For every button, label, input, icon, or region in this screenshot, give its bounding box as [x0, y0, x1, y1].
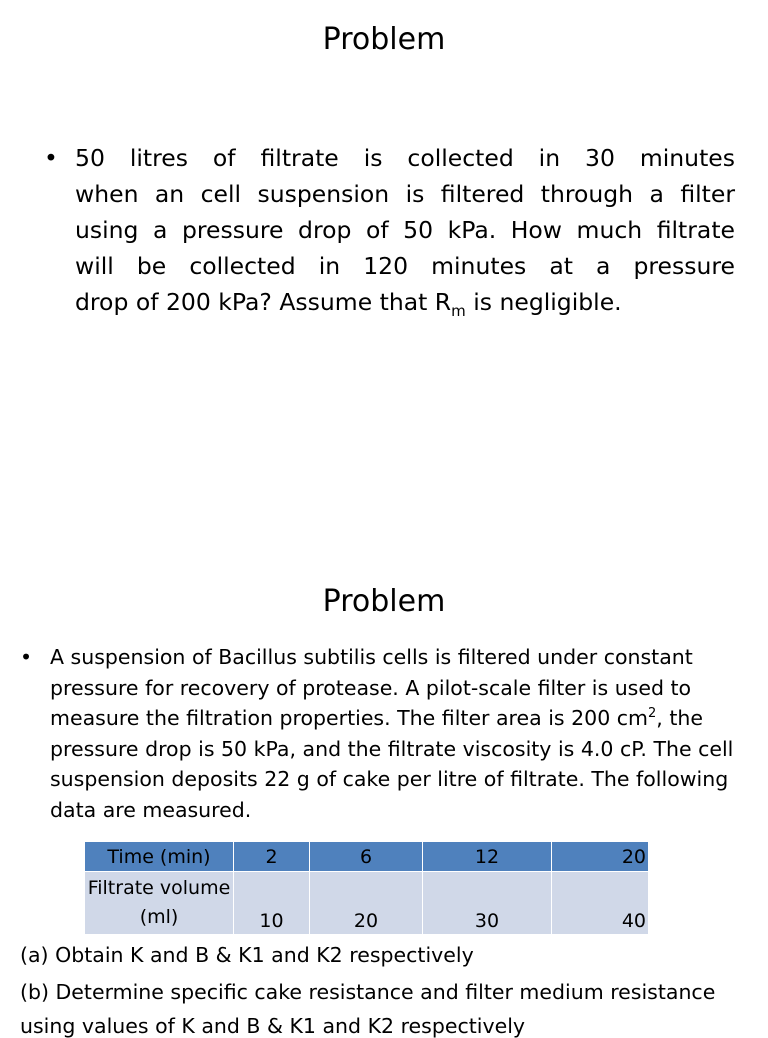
table-header-cell: 20 — [552, 842, 649, 872]
table-cell: 40 — [552, 872, 649, 935]
problem1-text-before-subscript: drop of 200 kPa? Assume that R — [75, 288, 452, 316]
problem1-last-line — [75, 284, 735, 320]
question-b: (b) Determine specific cake resistance and filter medium resistance — [20, 980, 716, 1004]
problem2-line: pressure drop is 50 kPa, and the filtrate viscosity is 4.0 cP. The cell — [50, 736, 734, 761]
problem2-line: data are measured. — [50, 797, 252, 822]
table-header-cell: 2 — [234, 842, 310, 872]
table-header-cell: 12 — [423, 842, 552, 872]
row-label-line2: (ml) — [139, 906, 179, 928]
table-row-label — [85, 872, 234, 935]
subscript-m: m — [451, 302, 466, 320]
problem2-line: A suspension of Bacillus subtilis cells is filtered under constant — [50, 645, 693, 669]
table-header-cell: 6 — [310, 842, 423, 872]
superscript-2: 2 — [648, 706, 657, 721]
problem1-text-after-subscript: is negligible. — [465, 288, 622, 316]
table-header-cell: Time (min) — [85, 842, 234, 872]
problem2-text-after-superscript: , the — [656, 706, 703, 730]
problem1-line: using a pressure drop of 50 kPa. How much filtrate — [75, 216, 735, 244]
table-header-row — [85, 842, 649, 872]
bullet-marker: • — [20, 645, 33, 669]
slide2-title: Problem — [322, 584, 446, 619]
table-cell: 30 — [423, 872, 552, 935]
bullet-marker: • — [44, 144, 58, 172]
table-cell: 20 — [310, 872, 423, 935]
table-row — [85, 872, 649, 935]
slide2-problem-text — [50, 642, 740, 825]
problem2-line: pressure for recovery of protease. A pilot-scale filter is used to — [50, 675, 692, 700]
filtration-data-table — [84, 841, 649, 935]
problem2-line — [50, 703, 740, 734]
question-a: (a) Obtain K and B & K1 and K2 respectively — [20, 943, 474, 967]
problem1-line: when an cell suspension is filtered through a filter — [75, 180, 735, 208]
slide1-title: Problem — [322, 22, 446, 57]
problem2-line: suspension deposits 22 g of cake per litre of filtrate. The following — [50, 767, 729, 791]
table-cell: 10 — [234, 872, 310, 935]
question-b-continuation: using values of K and B & K1 and K2 respectively — [20, 1014, 526, 1038]
problem2-text-before-superscript: measure the filtration properties. The filter area is 200 cm — [50, 706, 649, 730]
row-label-line1: Filtrate volume — [87, 877, 231, 899]
problem1-line: will be collected in 120 minutes at a pressure — [75, 252, 735, 280]
problem1-line: 50 litres of filtrate is collected in 30 minutes — [75, 144, 735, 172]
slide1-problem-text — [75, 140, 735, 320]
